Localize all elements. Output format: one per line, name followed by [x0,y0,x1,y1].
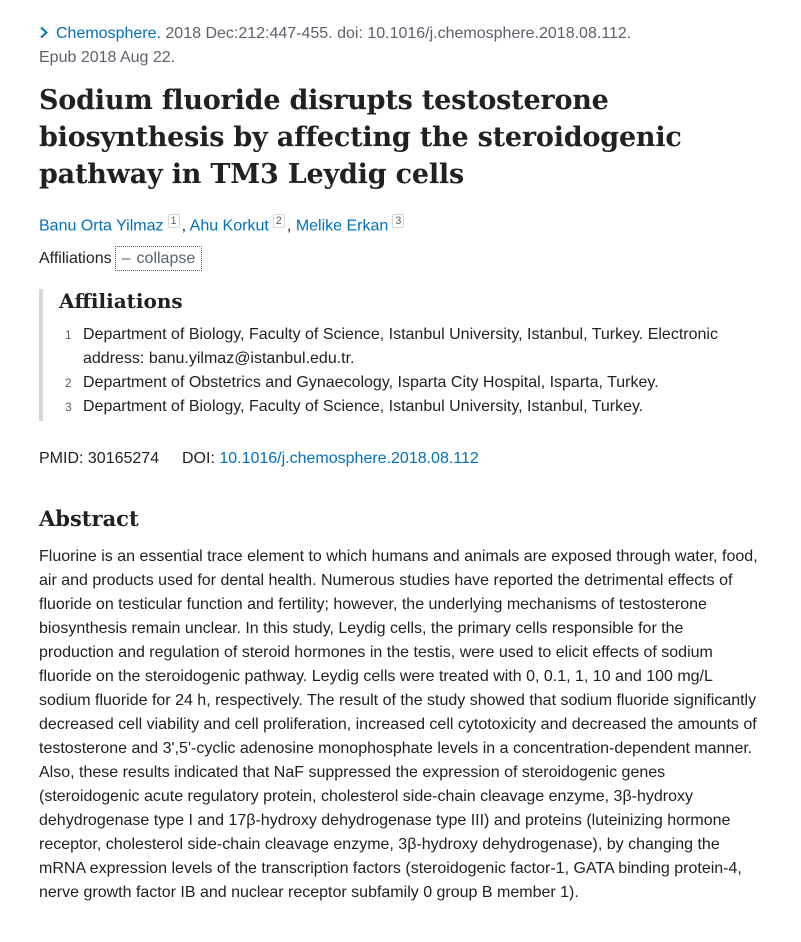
affiliations-toggle-label: Affiliations [39,249,112,267]
affiliations-panel [39,289,761,421]
doi-label: DOI: [182,450,215,468]
affiliation-ref[interactable]: 2 [273,214,285,228]
author-list: Banu Orta Yilmaz $^1$ , Ahu Korkut $^2$ , Melike Erkan $^3$ [39,209,761,238]
affiliation-text: Department of Biology, Faculty of Science, Istanbul University, Istanbul, Turkey. Electronic address: banu.yilmaz@istanbul.edu.tr. [83,326,718,368]
journal-link[interactable] [39,25,161,42]
abstract-text: Fluorine is an essential trace element to which humans and animals are exposed through water, food, air and products used for dental health. Numerous studies have reported the detrimental effects of fluoride on testicular function and fertility; however, the underlying mechanisms of testosterone biosynthesis remain unclear. In this study, Leydig cells, the primary cells responsible for the production and regulation of steroid hormones in the testis, were used to elicit effects of sodium fluoride on the steroidogenic pathway. Leydig cells were treated with 0, 0.1, 1, 10 and 100 mg/L sodium fluoride for 24 h, respectively. The result of the study showed that sodium fluoride significantly decreased cell viability and cell proliferation, increased cell cytotoxicity and decreased the amounts of testosterone and 3',5'-cyclic adenosine monophosphate levels in a concentration-dependent manner. Also, these results indicated that NaF suppressed the expression of steroidogenic genes (steroidogenic acute regulatory protein, cholesterol side-chain cleavage enzyme, 3β-hydroxy dehydrogenase type I and 17β-hydroxy dehydrogenase type III) and proteins (luteinizing hormone receptor, cholesterol side-chain cleavage enzyme, 3β-hydroxy dehydrogenase), by changing the mRNA expression levels of the transcription factors (steroidogenic factor-1, GATA binding protein-4, nerve growth factor IB and nuclear receptor subfamily 0 group B member 1). [39,548,758,902]
pmid-value: 30165274 [87,450,160,468]
chevron-right-icon [39,22,53,46]
affiliation-number: 1 [65,328,72,343]
collapse-button[interactable] [115,246,203,271]
affiliation-item [59,371,761,395]
affiliation-number: 3 [65,400,72,415]
affiliation-ref[interactable]: 1 [168,214,180,228]
affiliation-text: Department of Biology, Faculty of Science, Istanbul University, Istanbul, Turkey. [83,398,644,416]
pmid-label: PMID: [39,450,84,468]
affiliation-ref[interactable]: 3 [392,214,404,228]
article-title: Sodium fluoride disrupts testosterone biosynthesis by affecting the steroidogenic pathway in TM3 Leydig cells [39,85,682,190]
affiliation-item [59,323,761,371]
author-link[interactable]: Melike Erkan [295,217,389,235]
doi-link[interactable]: 10.1016/j.chemosphere.2018.08.112 [219,450,479,468]
affiliations-toggle [39,246,761,271]
collapse-label: collapse [136,250,196,268]
affiliation-text: Department of Obstetrics and Gynaecology, Isparta City Hospital, Isparta, Turkey. [83,374,659,392]
affiliation-number: 2 [65,376,72,391]
affiliations-heading: Affiliations [59,289,183,314]
affiliations-list [59,323,761,419]
minus-icon: – [121,250,131,268]
identifiers [39,447,761,471]
author-link[interactable]: Ahu Korkut [189,217,269,235]
epub-date: Epub 2018 Aug 22. [39,49,176,66]
author-link[interactable]: Banu Orta Yilmaz [39,217,164,235]
journal-name: Chemosphere. [56,25,161,42]
abstract-heading: Abstract [39,506,139,532]
affiliation-item [59,395,761,419]
citation-line [39,22,761,70]
citation-details: 2018 Dec:212:447-455. doi: 10.1016/j.chemosphere.2018.08.112. [165,25,632,42]
